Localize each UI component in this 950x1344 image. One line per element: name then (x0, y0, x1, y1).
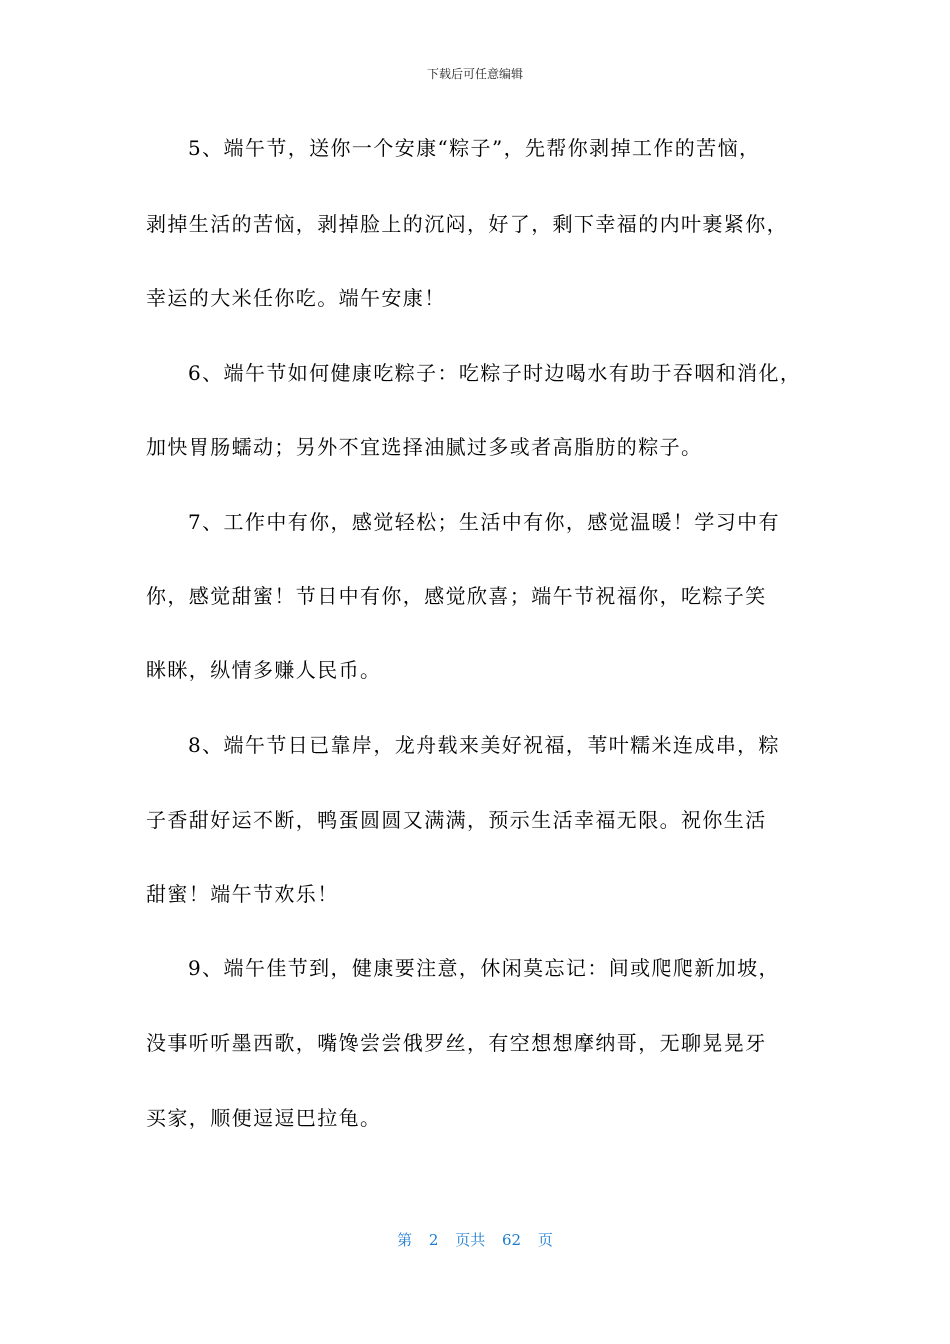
footer-current-page: 2 (428, 1231, 439, 1249)
paragraph-8-line-3: 甜蜜！端午节欢乐！ (146, 882, 339, 906)
paragraph-9-line-1: 9、端午佳节到，健康要注意，休闲莫忘记：间或爬爬新加坡， (188, 956, 780, 980)
paragraph-5-line-3: 幸运的大米任你吃。端午安康！ (146, 286, 446, 310)
footer-prefix: 第 (397, 1231, 413, 1249)
paragraph-6-line-2: 加快胃肠蠕动；另外不宜选择油腻过多或者高脂肪的粽子。 (146, 435, 703, 459)
paragraph-9-line-3: 买家，顺便逗逗巴拉龟。 (146, 1106, 382, 1130)
paragraph-7-line-2: 你，感觉甜蜜！节日中有你，感觉欣喜；端午节祝福你，吃粽子笑 (146, 584, 767, 608)
paragraph-7-line-3: 眯眯，纵情多赚人民币。 (146, 658, 382, 682)
paragraph-5-line-1: 5、端午节，送你一个安康“粽子”，先帮你剥掉工作的苦恼， (188, 136, 761, 160)
paragraph-5-line-2: 剥掉生活的苦恼，剥掉脸上的沉闷，好了，剩下幸福的内叶裹紧你， (146, 212, 788, 236)
footer-total-pages: 62 (502, 1231, 522, 1249)
paragraph-7-line-1: 7、工作中有你，感觉轻松；生活中有你，感觉温暖！学习中有 (188, 510, 780, 534)
page-number-footer (0, 1230, 950, 1250)
page-header: 下载后可任意编辑 (426, 67, 523, 81)
paragraph-8-line-2: 子香甜好运不断，鸭蛋圆圆又满满，预示生活幸福无限。祝你生活 (146, 808, 767, 832)
footer-suffix: 页 (537, 1231, 553, 1249)
paragraph-6-line-1: 6、端午节如何健康吃粽子：吃粽子时边喝水有助于吞咽和消化， (188, 361, 802, 385)
paragraph-8-line-1: 8、端午节日已靠岸，龙舟载来美好祝福，苇叶糯米连成串，粽 (188, 733, 780, 757)
footer-middle: 页共 (455, 1231, 486, 1249)
paragraph-9-line-2: 没事听听墨西歌，嘴馋尝尝俄罗丝，有空想想摩纳哥，无聊晃晃牙 (146, 1031, 767, 1055)
